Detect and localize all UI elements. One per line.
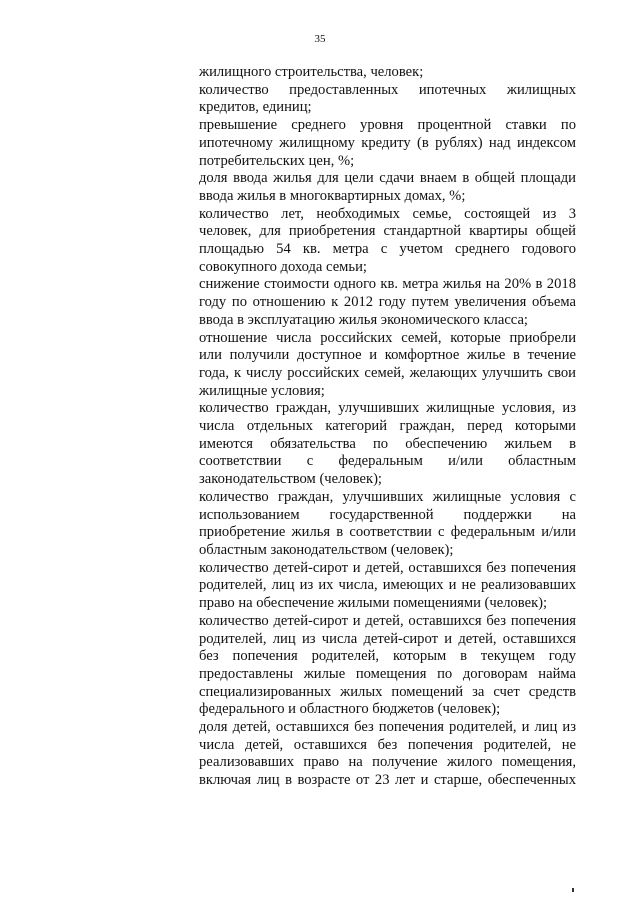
paragraph-5: количество лет, необходимых семье, состоящей из 3 человек, для приобретения стандартной квартиры общей площадью 54 кв. метра с учетом среднего годового совокупного дохода семьи; bbox=[199, 205, 576, 275]
paragraph-6: снижение стоимости одного кв. метра жилья на 20% в 2018 году по отношению к 2012 году путем увеличения объема ввода в эксплуатацию жилья экономического класса; bbox=[199, 276, 576, 328]
paragraph-2: количество предоставленных ипотечных жилищных кредитов, единиц; bbox=[199, 81, 576, 116]
paragraph-8: количество граждан, улучшивших жилищные условия, из числа отдельных категорий граждан, перед которыми имеются обязательства по обеспечению жильем в соответствии с федеральным и/или областным законодательством (человек); bbox=[199, 400, 576, 488]
body-text bbox=[199, 64, 576, 790]
paragraph-10: количество детей-сирот и детей, оставшихся без попечения родителей, лиц из их числа, имеющих и не реализовавших право на обеспечение жилыми помещениями (человек); bbox=[199, 559, 576, 612]
paragraph-12: доля детей, оставшихся без попечения родителей, и лиц из числа детей, оставшихся без попечения родителей, не реализовавших право на получение жилого помещения, включая лиц в возрасте от 23 лет и старше, обеспеченных bbox=[199, 719, 576, 789]
paragraph-11: количество детей-сирот и детей, оставшихся без попечения родителей, лиц из числа детей-сирот и детей, оставшихся без попечения родителей, которым в текущем году предоставлены жилые помещения по договорам найма специализированных жилых помещений за счет средств федерального и областного бюджетов (человек); bbox=[199, 612, 576, 718]
paragraph-3: превышение среднего уровня процентной ставки по ипотечному жилищному кредиту (в рублях) над индексом потребительских цен, %; bbox=[199, 117, 576, 169]
paragraph-7: отношение числа российских семей, которые приобрели или получили доступное и комфортное жилье в течение года, к числу российских семей, желающих улучшить свои жилищные условия; bbox=[199, 329, 576, 399]
page-number: 35 bbox=[314, 33, 326, 45]
paragraph-4: доля ввода жилья для цели сдачи внаем в общей площади ввода жилья в многоквартирных домах, %; bbox=[199, 170, 576, 204]
paragraph-1: жилищного строительства, человек; bbox=[199, 64, 424, 80]
paragraph-9: количество граждан, улучшивших жилищные условия с использованием государственной поддержки на приобретение жилья в соответствии с федеральным и/или областным законодательством (человек); bbox=[199, 488, 576, 558]
scan-mark bbox=[572, 888, 574, 892]
